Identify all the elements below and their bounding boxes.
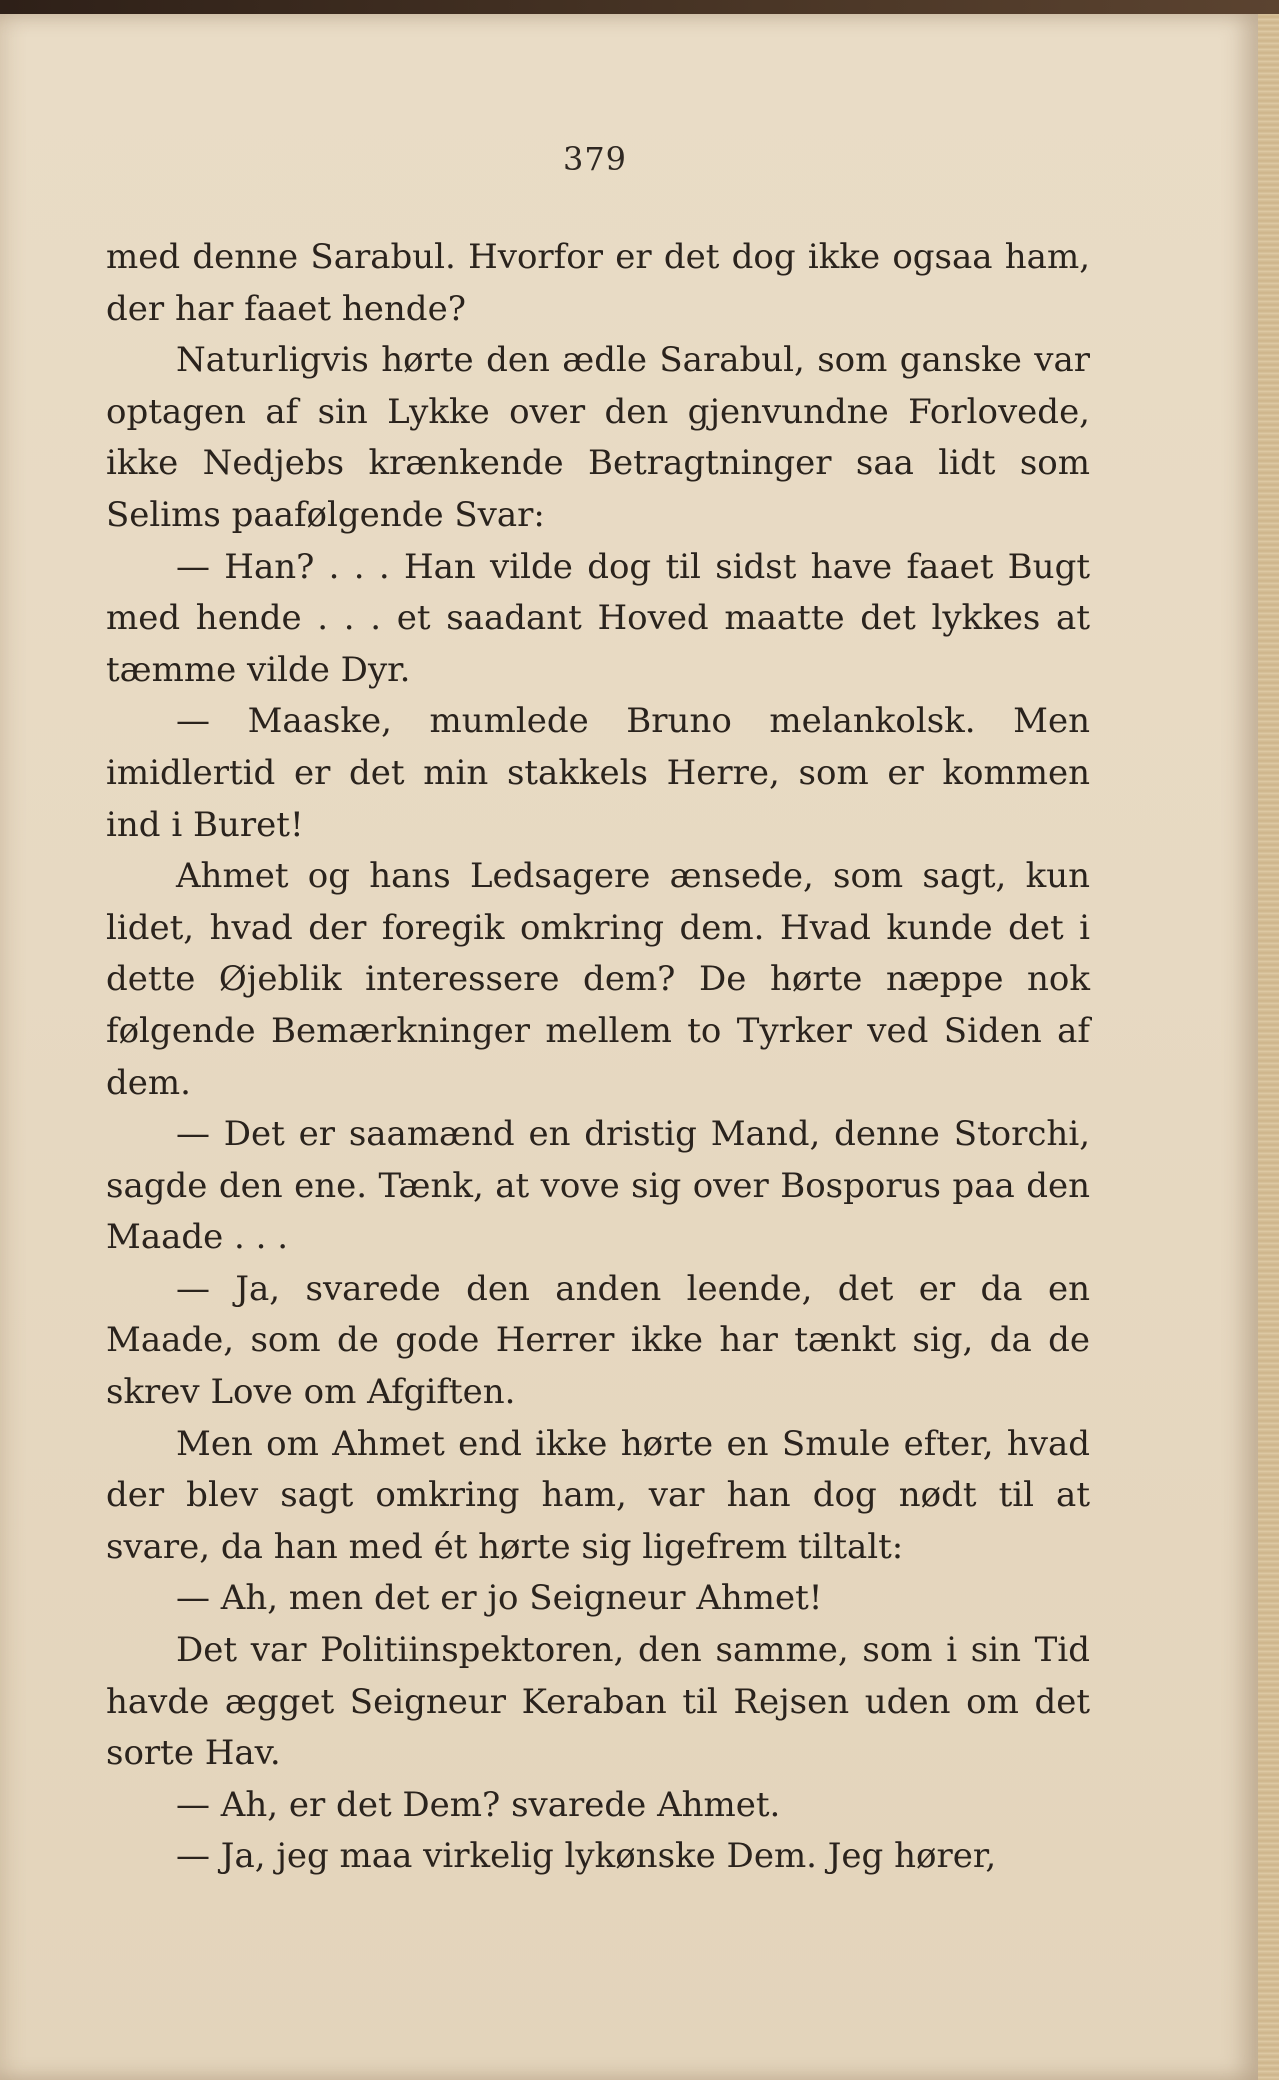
paragraph-dialogue: — Det er saamænd en dristig Mand, denne Storchi, sagde den ene. Tænk, at vove sig over Bosporus paa den Maade . . . [106,1114,1090,1258]
paragraph: Men om Ahmet end ikke hørte en Smule efter, hvad der blev sagt omkring ham, var han dog nødt til at svare, da han med ét hørte sig ligefrem tiltalt: [106,1423,1090,1567]
paragraph: Det var Politiinspektoren, den samme, som i sin Tid havde ægget Seigneur Keraban til Rejsen uden om det sorte Hav. [106,1630,1090,1774]
page-edge [1258,14,1279,2080]
paragraph-dialogue: — Ja, jeg maa virkelig lykønske Dem. Jeg hører, [176,1836,997,1877]
paragraph-dialogue: — Ah, men det er jo Seigneur Ahmet! [176,1578,823,1619]
paragraph-dialogue: — Han? . . . Han vilde dog til sidst have faaet Bugt med hende . . . et saadant Hoved maatte det lykkes at tæmme vilde Dyr. [106,546,1090,690]
page-number: 379 [562,140,628,178]
paragraph-continuation: med denne Sarabul. Hvorfor er det dog ikke ogsaa ham, der har faaet hende? [106,237,1090,329]
paragraph-dialogue: — Ah, er det Dem? svarede Ahmet. [176,1784,781,1825]
paragraph-dialogue: — Maaske, mumlede Bruno melankolsk. Men imidlertid er det min stakkels Herre, som er kommen ind i Buret! [106,701,1090,845]
page-text [106,232,1090,1883]
paragraph: Naturligvis hørte den ædle Sarabul, som ganske var optagen af sin Lykke over den gjenvundne Forlovede, ikke Nedjebs krænkende Betragtninger saa lidt som Selims paafølgende Svar: [106,340,1090,535]
paragraph: Ahmet og hans Ledsagere ænsede, som sagt, kun lidet, hvad der foregik omkring dem. Hvad kunde det i dette Øjeblik interessere dem? De hørte næppe nok følgende Bemærkninger mellem to Tyrker ved Siden af dem. [106,856,1090,1103]
paragraph-dialogue: — Ja, svarede den anden leende, det er da en Maade, som de gode Herrer ikke har tænkt sig, da de skrev Love om Afgiften. [106,1268,1090,1413]
